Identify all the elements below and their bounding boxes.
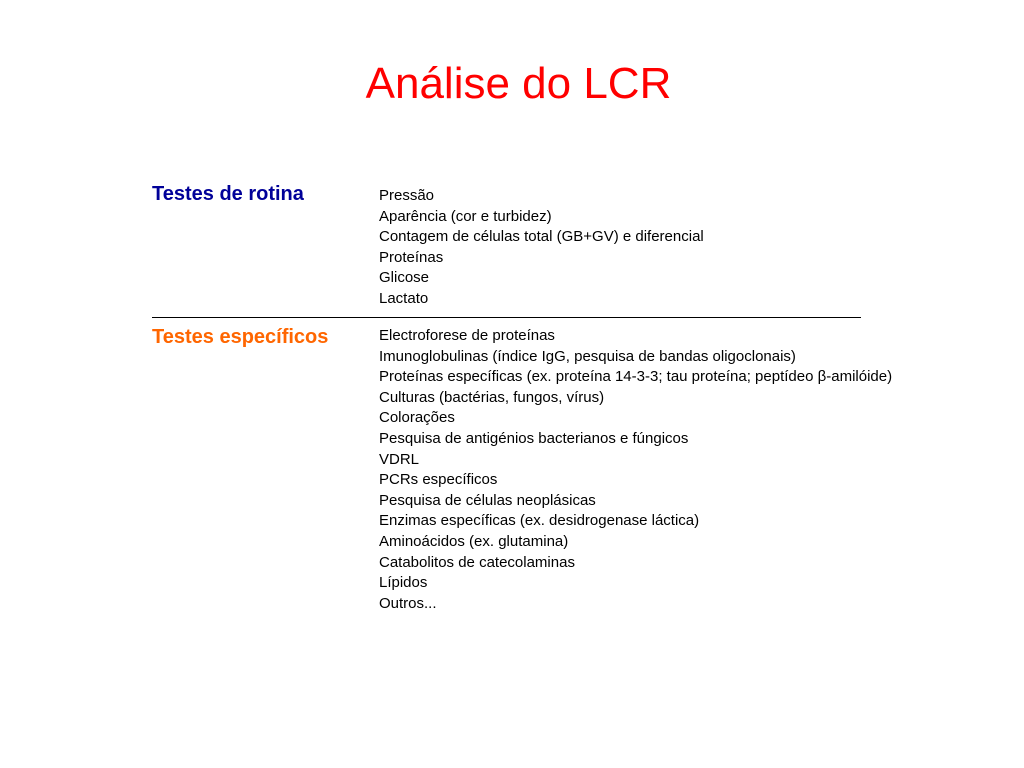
slide-title: Análise do LCR xyxy=(365,59,672,108)
list-item: Culturas (bactérias, fungos, vírus) xyxy=(379,388,605,406)
list-item: Lípidos xyxy=(379,574,428,592)
list-item: Aminoácidos (ex. glutamina) xyxy=(379,532,569,550)
list-item: Contagem de células total (GB+GV) e diferencial xyxy=(379,228,704,246)
list-item: VDRL xyxy=(379,450,420,468)
list-item: Electroforese de proteínas xyxy=(379,327,555,344)
list-item: Enzimas específicas (ex. desidrogenase láctica) xyxy=(379,512,700,530)
list-item: PCRs específicos xyxy=(379,471,498,489)
list-item: Catabolitos de catecolaminas xyxy=(379,553,575,571)
section-label-specific: Testes específicos xyxy=(152,326,329,348)
list-item: Proteínas xyxy=(379,248,444,266)
list-item: Outros... xyxy=(379,594,437,612)
specific-tests-list xyxy=(379,326,892,614)
list-item: Pesquisa de células neoplásicas xyxy=(379,491,596,509)
list-item: Lactato xyxy=(379,289,429,307)
list-item: Colorações xyxy=(379,409,455,427)
list-item: Pesquisa de antigénios bacterianos e fúngicos xyxy=(379,429,689,447)
list-item: Glicose xyxy=(379,269,430,287)
section-label-routine: Testes de rotina xyxy=(152,183,304,205)
list-item: Proteínas específicas (ex. proteína 14-3-3; tau proteína; peptídeo β-amilóide) xyxy=(379,368,893,386)
list-item: Aparência (cor e turbidez) xyxy=(379,207,552,225)
section-divider xyxy=(152,317,861,318)
list-item: Pressão xyxy=(379,187,435,204)
routine-tests-list xyxy=(379,186,704,310)
list-item: Imunoglobulinas (índice IgG, pesquisa de bandas oligoclonais) xyxy=(379,347,796,365)
